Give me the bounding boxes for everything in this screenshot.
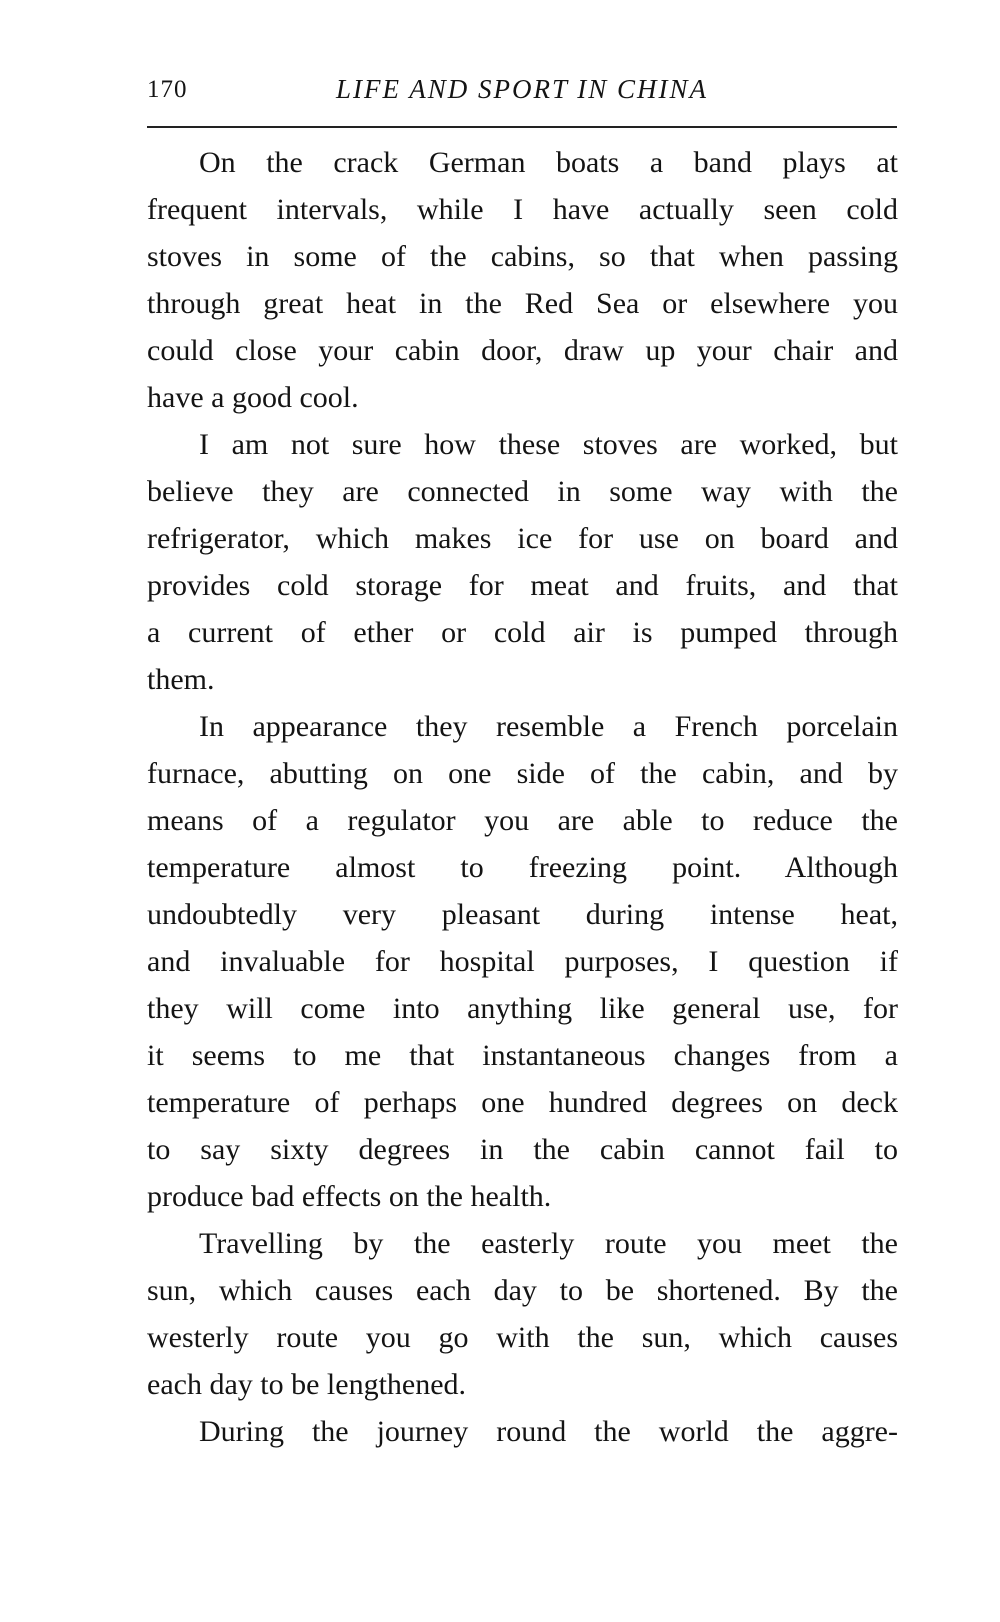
text-line: westerly route you go with the sun, which causes bbox=[147, 1321, 898, 1354]
line bbox=[147, 1267, 898, 1314]
text-line: In appearance they resemble a French porcelain bbox=[199, 710, 898, 743]
text-line: believe they are connected in some way with the bbox=[147, 475, 898, 508]
text-line: them. bbox=[147, 663, 215, 696]
text-line: through great heat in the Red Sea or elsewhere you bbox=[147, 287, 898, 320]
line bbox=[147, 186, 898, 233]
text-line: and invaluable for hospital purposes, I question if bbox=[147, 945, 898, 978]
text-line: to say sixty degrees in the cabin cannot fail to bbox=[147, 1133, 898, 1166]
line bbox=[147, 515, 898, 562]
text-line: temperature almost to freezing point. Although bbox=[147, 851, 898, 884]
text-line: each day to be lengthened. bbox=[147, 1368, 467, 1401]
text-line: undoubtedly very pleasant during intense heat, bbox=[147, 898, 898, 931]
line bbox=[147, 703, 898, 750]
text-line: have a good cool. bbox=[147, 381, 359, 414]
line bbox=[147, 233, 898, 280]
text-line: could close your cabin door, draw up your chair and bbox=[147, 334, 898, 367]
text-line: they will come into anything like general use, for bbox=[147, 992, 898, 1025]
line bbox=[147, 891, 898, 938]
running-title: LIFE AND SPORT IN CHINA bbox=[335, 74, 709, 104]
line bbox=[147, 985, 898, 1032]
header-rule bbox=[147, 126, 897, 128]
text-line: a current of ether or cold air is pumped through bbox=[147, 616, 898, 649]
line bbox=[147, 1032, 898, 1079]
text-line: During the journey round the world the aggre- bbox=[199, 1415, 898, 1448]
text-line: On the crack German boats a band plays at bbox=[199, 146, 898, 179]
line bbox=[147, 1361, 898, 1408]
line bbox=[147, 1173, 898, 1220]
line bbox=[147, 139, 898, 186]
text-line: refrigerator, which makes ice for use on board and bbox=[147, 522, 898, 555]
text-line: furnace, abutting on one side of the cabin, and by bbox=[147, 757, 898, 790]
text-line: temperature of perhaps one hundred degrees on deck bbox=[147, 1086, 898, 1119]
line bbox=[147, 609, 898, 656]
line bbox=[147, 1220, 898, 1267]
paragraph bbox=[147, 703, 898, 1220]
page-number: 170 bbox=[147, 76, 188, 103]
paragraph bbox=[147, 1220, 898, 1408]
line bbox=[147, 280, 898, 327]
line bbox=[147, 562, 898, 609]
line bbox=[147, 656, 898, 703]
text-line: stoves in some of the cabins, so that when passing bbox=[147, 240, 898, 273]
line bbox=[147, 797, 898, 844]
text-line: produce bad effects on the health. bbox=[147, 1180, 552, 1213]
text-line: sun, which causes each day to be shortened. By the bbox=[147, 1274, 898, 1307]
body-text bbox=[147, 139, 898, 1455]
line bbox=[147, 1126, 898, 1173]
paragraph bbox=[147, 421, 898, 703]
text-line: Travelling by the easterly route you meet the bbox=[199, 1227, 898, 1260]
text-line: frequent intervals, while I have actually seen cold bbox=[147, 193, 898, 226]
line bbox=[147, 421, 898, 468]
line bbox=[147, 468, 898, 515]
line bbox=[147, 1079, 898, 1126]
line bbox=[147, 1314, 898, 1361]
text-line: means of a regulator you are able to reduce the bbox=[147, 804, 898, 837]
running-head bbox=[147, 74, 897, 110]
line bbox=[147, 750, 898, 797]
text-line: I am not sure how these stoves are worked, but bbox=[199, 428, 898, 461]
text-line: it seems to me that instantaneous changes from a bbox=[147, 1039, 898, 1072]
line bbox=[147, 844, 898, 891]
paragraph bbox=[147, 1408, 898, 1455]
paragraph bbox=[147, 139, 898, 421]
line bbox=[147, 327, 898, 374]
line bbox=[147, 374, 898, 421]
line bbox=[147, 938, 898, 985]
text-line: provides cold storage for meat and fruits, and that bbox=[147, 569, 898, 602]
line bbox=[147, 1408, 898, 1455]
